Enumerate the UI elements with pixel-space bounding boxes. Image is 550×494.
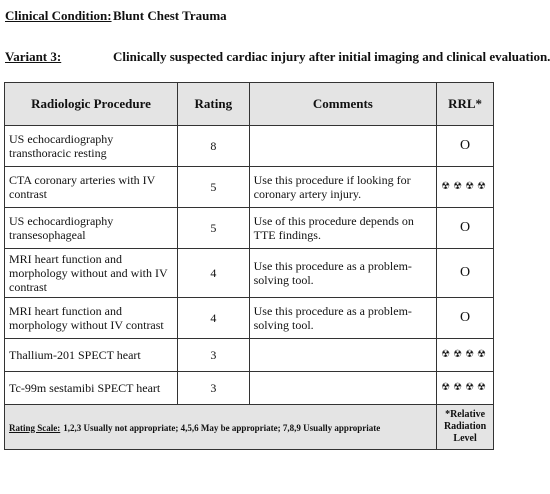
table-row — [5, 298, 494, 339]
comment-cell: Use this procedure if looking for coronary artery injury. — [249, 167, 437, 208]
column-header-rrl: RRL* — [437, 83, 494, 126]
variant-row — [5, 49, 550, 65]
rrl-footnote-line1: *Relative — [445, 409, 486, 420]
table-row — [5, 167, 494, 208]
rrl-cell: O — [437, 208, 494, 249]
rrl-cell: O — [437, 126, 494, 167]
procedure-cell: US echocardiography transesophageal — [5, 208, 178, 249]
rrl-cell: O — [437, 298, 494, 339]
procedure-cell: Tc-99m sestamibi SPECT heart — [5, 372, 178, 405]
procedure-cell: US echocardiography transthoracic resting — [5, 126, 178, 167]
table-row — [5, 372, 494, 405]
procedure-cell: Thallium-201 SPECT heart — [5, 339, 178, 372]
radiation-icon: ☢☢☢☢ — [437, 372, 494, 405]
rating-cell: 5 — [178, 208, 250, 249]
comment-cell — [249, 126, 437, 167]
table-row — [5, 339, 494, 372]
rrl-footnote-cell — [437, 405, 494, 450]
rating-scale-text: 1,2,3 Usually not appropriate; 4,5,6 May be appropriate; 7,8,9 Usually appropriate — [63, 422, 381, 433]
table-footer-row — [5, 405, 494, 450]
table-header-row — [5, 83, 494, 126]
table-row — [5, 208, 494, 249]
rating-cell: 8 — [178, 126, 250, 167]
comment-cell — [249, 339, 437, 372]
comment-cell: Use this procedure as a problem-solving tool. — [249, 298, 437, 339]
procedure-cell: MRI heart function and morphology without and with IV contrast — [5, 249, 178, 298]
table-row — [5, 249, 494, 298]
procedure-table — [4, 82, 494, 450]
rrl-cell: O — [437, 249, 494, 298]
variant-description: Clinically suspected cardiac injury after initial imaging and clinical evaluation. — [113, 49, 550, 64]
procedure-cell: MRI heart function and morphology without IV contrast — [5, 298, 178, 339]
procedure-cell: CTA coronary arteries with IV contrast — [5, 167, 178, 208]
column-header-comments: Comments — [249, 83, 437, 126]
table-row — [5, 126, 494, 167]
rating-cell: 5 — [178, 167, 250, 208]
rating-cell: 3 — [178, 339, 250, 372]
rating-scale-label: Rating Scale: — [9, 422, 61, 433]
comment-cell — [249, 372, 437, 405]
rating-scale-cell — [5, 405, 437, 450]
clinical-condition-value: Blunt Chest Trauma — [113, 8, 227, 23]
clinical-condition-row — [5, 8, 227, 24]
rating-cell: 3 — [178, 372, 250, 405]
comment-cell: Use of this procedure depends on TTE findings. — [249, 208, 437, 249]
radiation-icon: ☢☢☢☢ — [437, 167, 494, 208]
rating-cell: 4 — [178, 249, 250, 298]
rrl-footnote-line2: Radiation Level — [443, 421, 487, 444]
variant-label: Variant 3: — [5, 49, 62, 64]
comment-cell: Use this procedure as a problem-solving tool. — [249, 249, 437, 298]
clinical-condition-label: Clinical Condition: — [5, 8, 112, 23]
radiation-icon: ☢☢☢☢ — [437, 339, 494, 372]
column-header-procedure: Radiologic Procedure — [5, 83, 178, 126]
column-header-rating: Rating — [178, 83, 250, 126]
rating-cell: 4 — [178, 298, 250, 339]
